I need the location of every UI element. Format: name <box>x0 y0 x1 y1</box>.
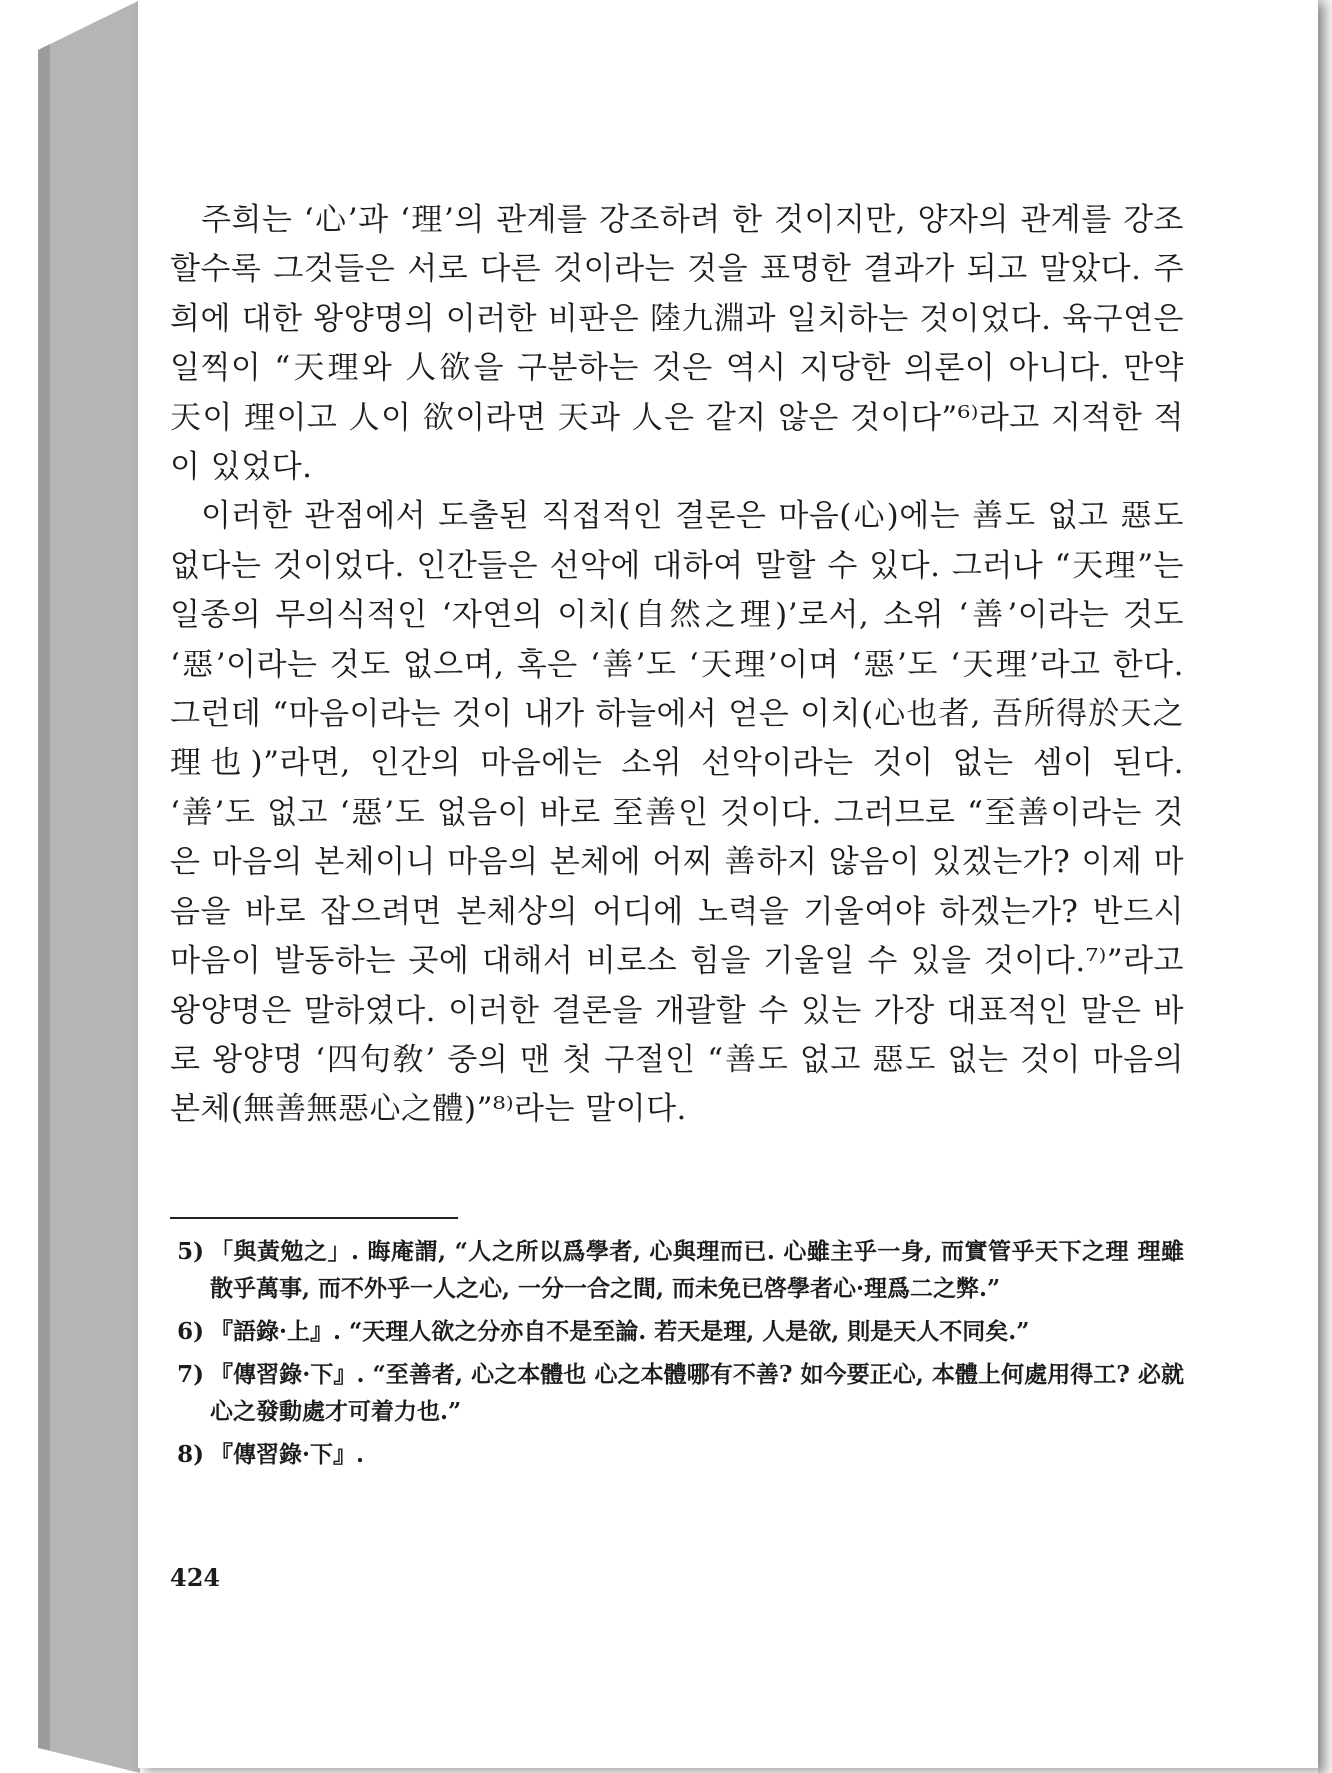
footnote-text: 『傳習錄·下』. “至善者, 心之本體也 心之本體哪有不善? 如今要正心, 本體上何處用得工? 必就心之發動處才可着力也.” <box>210 1361 1184 1425</box>
footnote-number: 7) <box>177 1361 204 1388</box>
page-number: 424 <box>170 1563 221 1592</box>
footnote-divider <box>170 1217 458 1219</box>
footnote-text: 『語錄·上』. “天理人欲之分亦自不是至論. 若天是理, 人是欲, 則是天人不同矣.” <box>210 1318 1030 1345</box>
footnote-6 <box>170 1313 1184 1350</box>
paragraph-1: 주희는 ‘心’과 ‘理’의 관계를 강조하려 한 것이지만, 양자의 관계를 강조할수록 그것들은 서로 다른 것이라는 것을 표명한 결과가 되고 말았다. 주희에 대한 왕양명의 이러한 비판은 陸九淵과 일치하는 것이었다. 육구연은 일찍이 “天理와 人欲을 구분하는 것은 역시 지당한 의론이 아니다. 만약 天이 理이고 人이 欲이라면 天과 人은 같지 않은 것이다”⁶⁾라고 지적한 적이 있었다. <box>170 202 1184 486</box>
footnote-number: 6) <box>177 1318 204 1345</box>
footnote-5 <box>170 1233 1184 1307</box>
paragraph-2: 이러한 관점에서 도출된 직접적인 결론은 마음(心)에는 善도 없고 惡도 없다는 것이었다. 인간들은 선악에 대하여 말할 수 있다. 그러나 “天理”는 일종의 무의식적인 ‘자연의 이치(自然之理)’로서, 소위 ‘善’이라는 것도 ‘惡’이라는 것도 없으며, 혹은 ‘善’도 ‘天理’이며 ‘惡’도 ‘天理’라고 한다. 그런데 “마음이라는 것이 내가 하늘에서 얻은 이치(心也者, 吾所得於天之理也)”라면, 인간의 마음에는 소위 선악이라는 것이 없는 셈이 된다. ‘善’도 없고 ‘惡’도 없음이 바로 至善인 것이다. 그러므로 “至善이라는 것은 마음의 본체이니 마음의 본체에 어찌 善하지 않음이 있겠는가? 이제 마음을 바로 잡으려면 본체상의 어디에 노력을 기울여야 하겠는가? 반드시 마음이 발동하는 곳에 대해서 비로소 힘을 기울일 수 있을 것이다.⁷⁾”라고 왕양명은 말하였다. 이러한 결론을 개괄할 수 있는 가장 대표적인 말은 바로 왕양명 ‘四句敎’ 중의 맨 첫 구절인 “善도 없고 惡도 없는 것이 마음의 본체(無善無惡心之體)”⁸⁾라는 말이다. <box>170 498 1184 1128</box>
body-text <box>170 196 1184 1135</box>
footnote-text: 「與黃勉之」. 晦庵謂, “人之所以爲學者, 心與理而已. 心雖主乎一身, 而實管乎天下之理 理雖散乎萬事, 而不外乎一人之心, 一分一合之間, 而未免已啓學者心·理爲二之弊.” <box>210 1238 1184 1302</box>
footnote-number: 8) <box>177 1441 204 1468</box>
page-right-edge <box>1318 0 1332 1773</box>
footnote-7 <box>170 1356 1184 1430</box>
book-side-edge <box>0 0 160 1773</box>
footnotes <box>170 1233 1184 1479</box>
footnote-8 <box>170 1436 1184 1473</box>
footnote-text: 『傳習錄·下』. <box>210 1441 365 1468</box>
footnote-number: 5) <box>177 1238 204 1265</box>
